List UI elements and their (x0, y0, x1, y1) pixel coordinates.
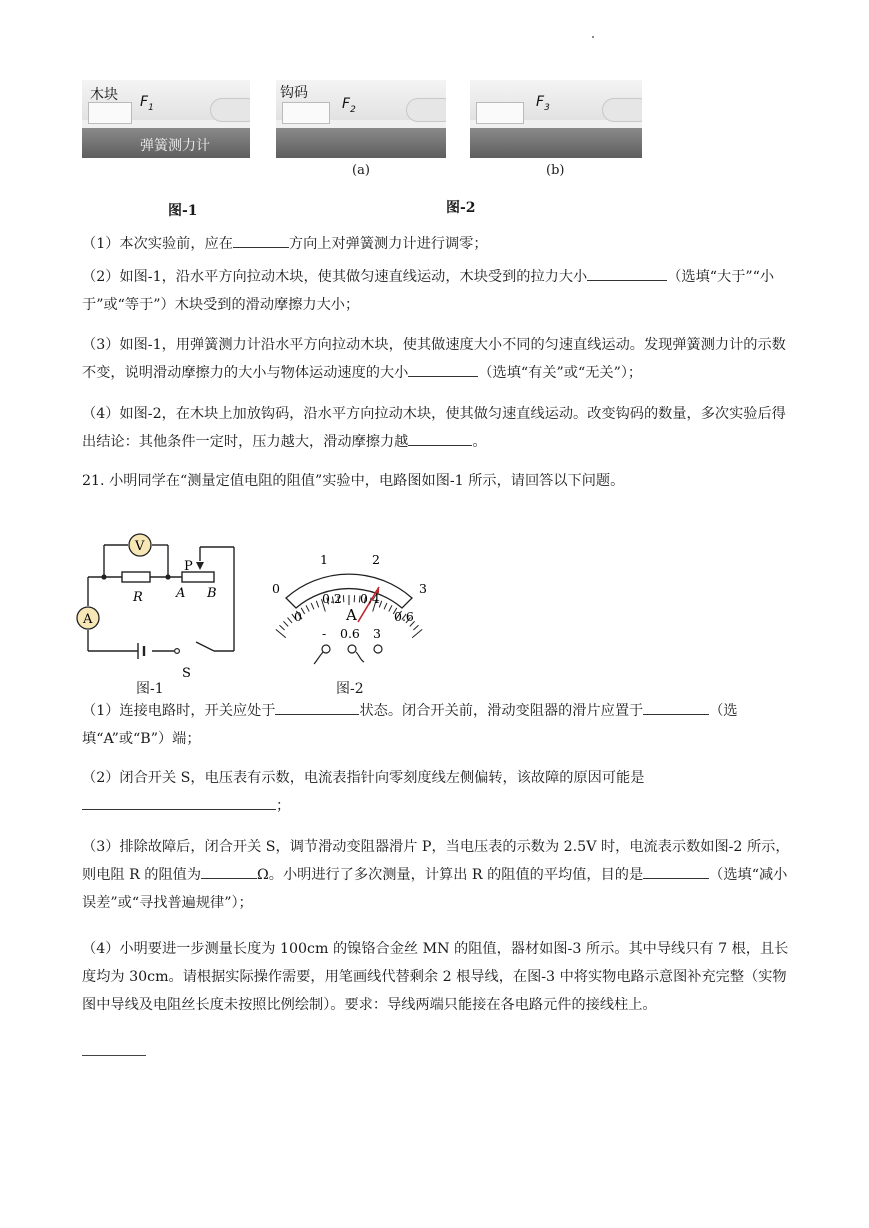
bottom-tick-label: 0.4 (360, 591, 380, 606)
resistor-label: R (133, 590, 143, 605)
dial-tick (389, 605, 392, 611)
force-label-3: $F_3$ (536, 94, 550, 113)
top-tick-label: 1 (320, 552, 328, 567)
q21-part2: （2）闭合开关 S，电压表有示数，电流表指针向零刻度线左侧偏转，该故障的原因可能是 ； (82, 770, 645, 814)
photo-wood-block (82, 80, 250, 158)
block-label: 木块 (90, 87, 118, 103)
dial-tick (384, 603, 387, 609)
terminal-label: 3 (373, 626, 381, 641)
force-label-2: $F_2$ (342, 96, 356, 115)
ammeter-symbol: A (83, 612, 93, 627)
q20-part1: （1）本次实验前，应在 方向上对弹簧测力计进行调零； (82, 230, 794, 258)
circuit-diagram (74, 528, 244, 698)
dial-tick (311, 603, 314, 609)
answer-blank[interactable] (233, 233, 289, 248)
bottom-tick-label: 0 (294, 609, 302, 624)
dial-tick (412, 629, 422, 637)
caption-b: (b) (546, 163, 565, 178)
answer-blank[interactable] (643, 864, 709, 879)
dial-tick (276, 629, 286, 637)
dial-tick (306, 605, 309, 611)
gauge-label: 弹簧测力计 (140, 138, 210, 154)
photo-weights-a (276, 80, 446, 158)
end-a-label: A (176, 586, 186, 601)
q21-part3: （3）排除故障后，闭合开关 S，调节滑动变阻器滑片 P，当电压表的示数为 2.5V 时，电流表示数如图-2 所示，则电阻 R 的阻值为 Ω。小明进行了多次测量，计算出 R 的阻值的平均值，目的是 （选填“减小误差”或“寻找普遍规律”）； (82, 839, 790, 911)
fig2-label-top: 图-2 (446, 200, 476, 216)
top-tick-label: 2 (372, 552, 380, 567)
weights-label: 钩码 (280, 85, 308, 101)
dial-tick (288, 618, 293, 623)
answer-blank[interactable] (82, 795, 276, 810)
top-tick-label: 0 (272, 581, 280, 596)
dial-tick (316, 601, 318, 608)
ammeter-dial (268, 540, 438, 675)
answer-blank[interactable] (408, 431, 472, 446)
voltmeter-symbol: V (135, 539, 145, 554)
scan-dot (592, 36, 594, 38)
wire-icon (314, 652, 323, 664)
meter-fig-label: 图-2 (336, 681, 364, 697)
caption-a: (a) (352, 163, 370, 178)
circuit-fig-label: 图-1 (136, 681, 164, 697)
photo-weights-b (470, 80, 642, 158)
q21-intro: 21. 小明同学在“测量定值电阻的阻值”实验中，电路图如图-1 所示，请回答以下问题。 (82, 473, 625, 489)
terminal-label: 0.6 (340, 626, 360, 641)
answer-blank[interactable] (408, 362, 478, 377)
dial-tick (280, 625, 285, 630)
answer-blank[interactable] (275, 700, 359, 715)
fig1-label-top: 图-1 (168, 203, 198, 219)
answer-blank[interactable] (201, 864, 257, 879)
q21-part1: （1）连接电路时，开关应处于 状态。闭合开关前，滑动变阻器的滑片应置于 （选填“A”或“B”）端； (82, 697, 794, 753)
answer-blank[interactable] (587, 266, 667, 281)
footnote-rule (82, 1055, 146, 1056)
q20-part2: （2）如图-1，沿水平方向拉动木块，使其做匀速直线运动，木块受到的拉力大小 （选填“大于”“小于”或“等于”）木块受到的滑动摩擦力大小； (82, 263, 794, 319)
bottom-tick-label: 0.6 (394, 609, 414, 624)
slider-label: P (184, 559, 193, 574)
dial-tick (283, 621, 288, 626)
dial-tick (413, 625, 418, 630)
q20-part3: （3）如图-1，用弹簧测力计沿水平方向拉动木块，使其做速度大小不同的匀速直线运动。发现弹簧测力计的示数不变，说明滑动摩擦力的大小与物体运动速度的大小 （选填“有关”或“无关”）； (82, 337, 786, 381)
q20-part4: （4）如图-2，在木块上加放钩码，沿水平方向拉动木块，使其做匀速直线运动。改变钩码的数量，多次实验后得出结论：其他条件一定时，压力越大，滑动摩擦力越 。 (82, 406, 786, 450)
meter-unit: A (346, 606, 357, 624)
answer-blank[interactable] (643, 700, 709, 715)
q21-part4: （4）小明要进一步测量长度为 100cm 的镍铬合金丝 MN 的阻值，器材如图-3 所示。其中导线只有 7 根，且长度均为 30cm。请根据实际操作需要，用笔画线代替剩余 2 根导线，在图-3 中将实物电路示意图补充完整（实物图中导线及电阻丝长度未按照比例绘制）。要求：导线两端只能接在各电路元件的接线柱上。 (82, 941, 789, 1013)
top-tick-label: 3 (419, 581, 427, 596)
wire-icon (356, 652, 364, 662)
terminal-label: - (322, 626, 327, 641)
bottom-tick-label: 0.2 (322, 591, 342, 606)
switch-label: S (182, 666, 191, 681)
end-b-label: B (207, 586, 217, 601)
force-label-1: $F_1$ (140, 94, 154, 113)
